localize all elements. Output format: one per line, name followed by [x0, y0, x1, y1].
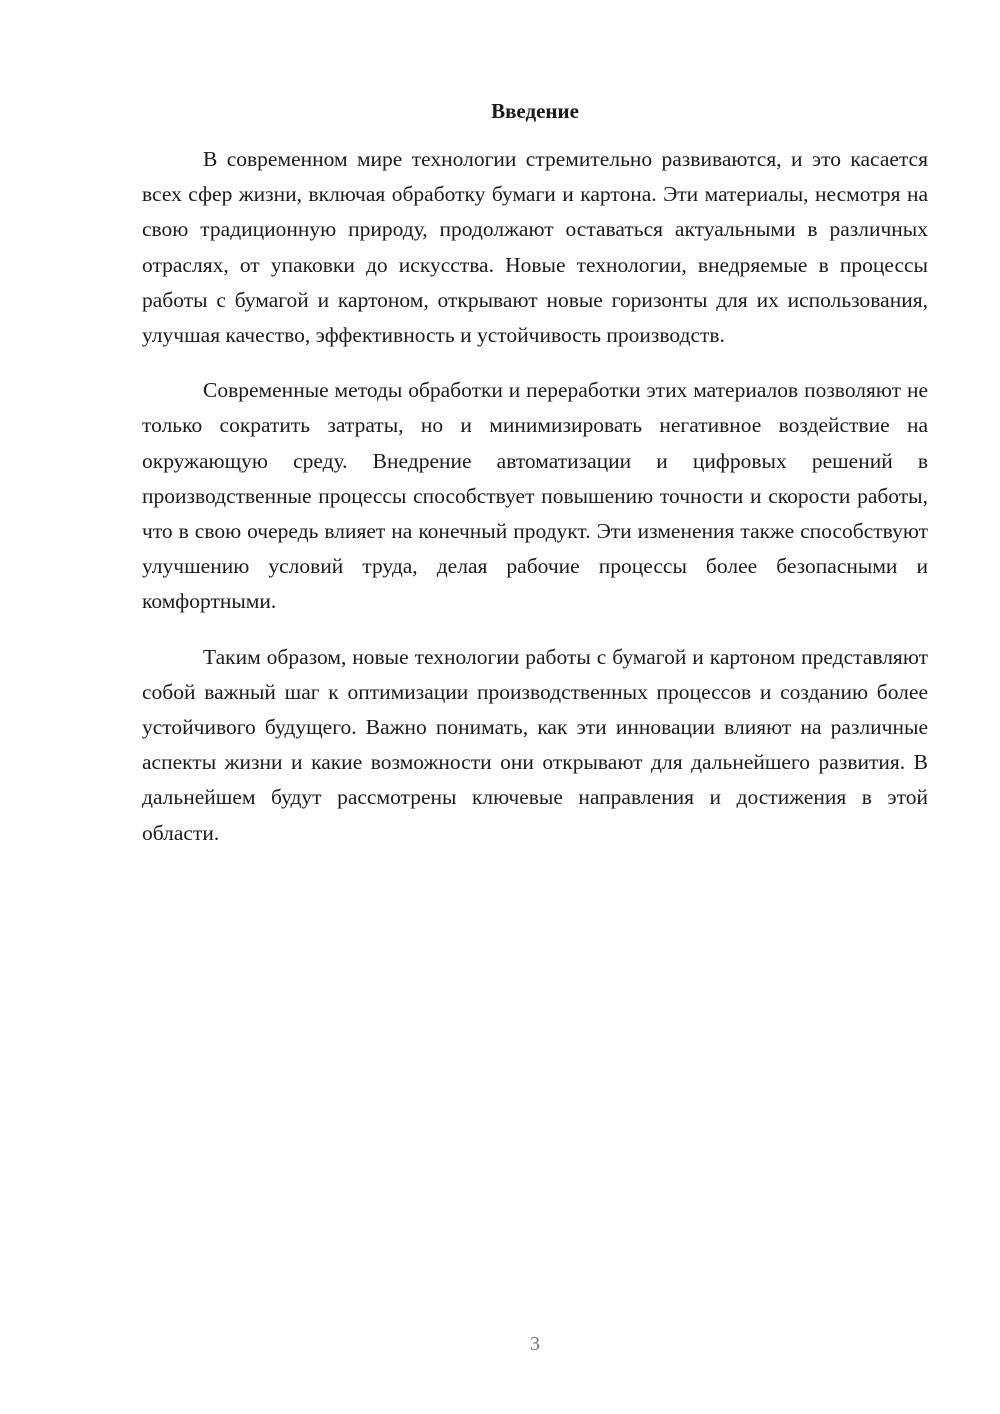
document-body — [142, 142, 928, 871]
paragraph-1: В современном мире технологии стремительно развиваются, и это касается всех сфер жизни, включая обработку бумаги и картона. Эти материалы, несмотря на свою традиционную природу, продолжают оставаться актуальными в различных отраслях, от упаковки до искусства. Новые технологии, внедряемые в процессы работы с бумагой и картоном, открывают новые горизонты для их использования, улучшая качество, эффективность и устойчивость производств. — [142, 147, 928, 348]
paragraph-3: Таким образом, новые технологии работы с бумагой и картоном представляют собой важный шаг к оптимизации производственных процессов и созданию более устойчивого будущего. Важно понимать, как эти инновации влияют на различные аспекты жизни и какие возможности они открывают для дальнейшего развития. В дальнейшем будут рассмотрены ключевые направления и достижения в этой области. — [142, 644, 928, 845]
page-number: 3 — [530, 1333, 540, 1355]
paragraph-2: Современные методы обработки и переработки этих материалов позволяют не только сократить затраты, но и минимизировать негативное воздействие на окружающую среду. Внедрение автоматизации и цифровых решений в производственные процессы способствует повышению точности и скорости работы, что в свою очередь влияет на конечный продукт. Эти изменения также способствуют улучшению условий труда, делая рабочие процессы более безопасными и комфортными. — [142, 378, 928, 614]
page-title: Введение — [491, 99, 579, 123]
